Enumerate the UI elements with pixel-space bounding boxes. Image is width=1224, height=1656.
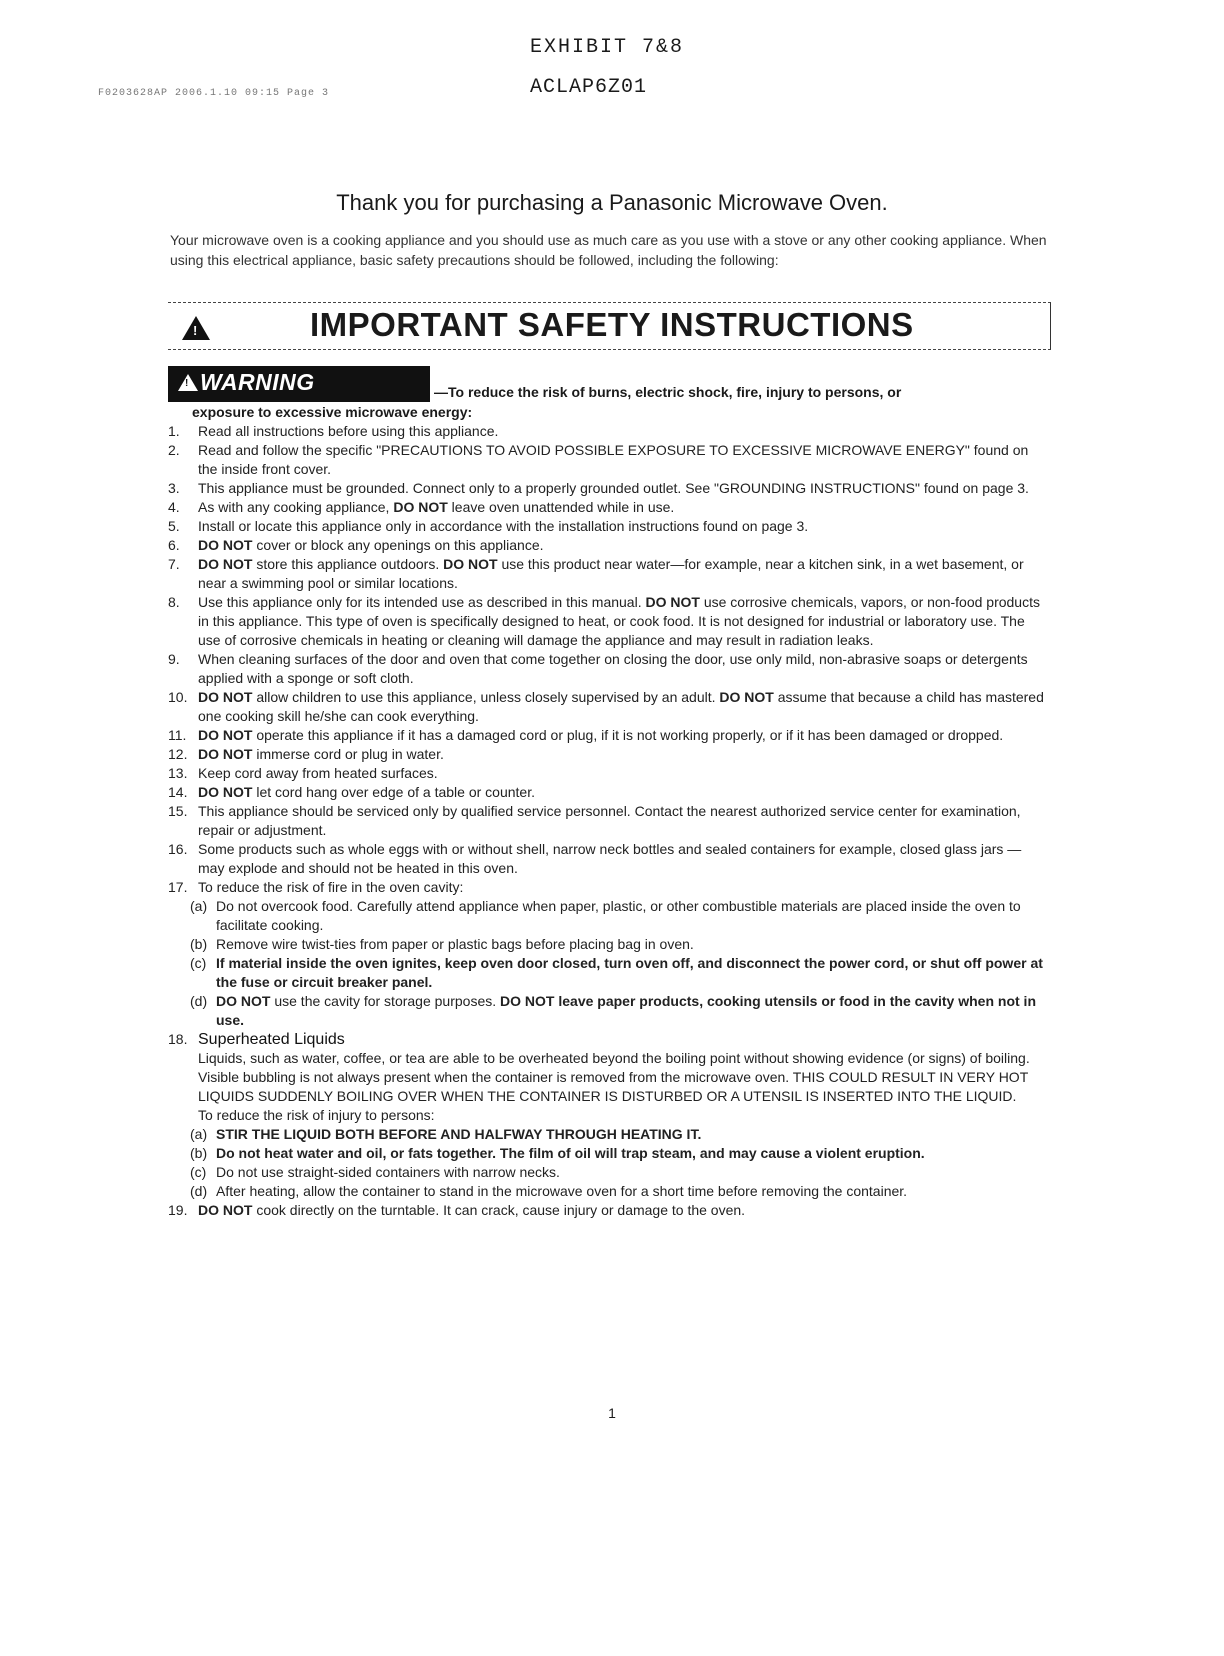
item-emphasis: DO NOT: [393, 499, 448, 515]
item-text: This appliance must be grounded. Connect only to a properly grounded outlet. See "GROUNDING INSTRUCTIONS" found on page 3.: [198, 480, 1029, 496]
list-item: [168, 745, 1048, 764]
item-emphasis: DO NOT: [443, 556, 498, 572]
item-text: Some products such as whole eggs with or without shell, narrow neck bottles and sealed containers for example, closed glass jars — may explode and should not be heated in this oven.: [198, 841, 1022, 876]
item-number: 8.: [168, 594, 180, 610]
warning-label: WARNING: [200, 369, 315, 395]
item-text: Install or locate this appliance only in accordance with the installation instructions found on page 3.: [198, 518, 809, 534]
section-heading: Superheated Liquids: [198, 1031, 345, 1048]
item-text: After heating, allow the container to stand in the microwave oven for a short time before removing the container.: [216, 1183, 908, 1199]
item-number: (d): [190, 1183, 208, 1199]
item-text: store this appliance outdoors.: [252, 556, 444, 572]
superheated-lead: To reduce the risk of injury to persons:: [198, 1107, 435, 1123]
item-number: (b): [190, 1145, 208, 1161]
page-number: 1: [608, 1405, 616, 1421]
safety-heading: IMPORTANT SAFETY INSTRUCTIONS: [310, 306, 914, 343]
item-text: As with any cooking appliance,: [198, 499, 394, 515]
item-number: 4.: [168, 499, 180, 515]
list-item-superheated-liquids: [168, 1030, 1048, 1125]
item-number: 14.: [168, 784, 188, 800]
item-text: use corrosive chemicals, vapors, or non-food products in this appliance. This type of oven is specifically designed to heat, or cook food. It is not designed for industrial or laboratory use. The use of corrosive chemicals in heating or cleaning will damage the appliance and may result in radiation leaks.: [198, 594, 1040, 648]
item-number: 3.: [168, 480, 180, 496]
sub-list-item: [190, 1125, 1048, 1144]
item-text: let cord hang over edge of a table or counter.: [252, 784, 535, 800]
sub-list-item: [190, 935, 1048, 954]
item-emphasis: If material inside the oven ignites, keep oven door closed, turn oven off, and disconnect the power cord, or shut off power at the fuse or circuit breaker panel.: [216, 955, 1043, 990]
item-emphasis: DO NOT: [198, 537, 253, 553]
item-emphasis: DO NOT: [198, 1202, 253, 1218]
item-number: 9.: [168, 651, 180, 667]
item-text: operate this appliance if it has a damaged cord or plug, if it is not working properly, or if it has been damaged or dropped.: [252, 727, 1004, 743]
item-number: (b): [190, 936, 208, 952]
item-text: immerse cord or plug in water.: [252, 746, 444, 762]
list-item: [168, 479, 1048, 498]
list-item: [168, 878, 1048, 897]
sub-list-item: [190, 1163, 1048, 1182]
item-number: (d): [190, 993, 208, 1009]
item-emphasis: Do not heat water and oil, or fats together. The film of oil will trap steam, and may cause a violent eruption.: [216, 1145, 925, 1161]
item-emphasis: DO NOT: [719, 689, 774, 705]
item-number: (a): [190, 1126, 208, 1142]
item-text: Read all instructions before using this appliance.: [198, 423, 499, 439]
warning-lead-text: —To reduce the risk of burns, electric shock, fire, injury to persons, or: [434, 384, 902, 400]
item-emphasis: DO NOT: [198, 727, 253, 743]
item-number: 10.: [168, 689, 188, 705]
item-text: Do not use straight-sided containers with narrow necks.: [216, 1164, 560, 1180]
item-emphasis: DO NOT: [198, 746, 253, 762]
list-item: [168, 783, 1048, 802]
list-item: [168, 802, 1048, 840]
list-item: [168, 764, 1048, 783]
item-emphasis: STIR THE LIQUID BOTH BEFORE AND HALFWAY THROUGH HEATING IT.: [216, 1126, 702, 1142]
item-text: When cleaning surfaces of the door and oven that come together on closing the door, use only mild, non-abrasive soaps or detergents applied with a sponge or soft cloth.: [198, 651, 1028, 686]
item-emphasis: DO NOT: [198, 784, 253, 800]
item-number: 2.: [168, 442, 180, 458]
sub-list-item: [190, 954, 1048, 992]
item-text: cook directly on the turntable. It can crack, cause injury or damage to the oven.: [252, 1202, 746, 1218]
item-text: use this product near water—for example, near a kitchen sink, in a wet basement, or near a swimming pool or similar locations.: [198, 556, 1024, 591]
list-item: [168, 650, 1048, 688]
list-item: [168, 536, 1048, 555]
safety-instruction-list: [168, 422, 1048, 1220]
sub-list-item: [190, 992, 1048, 1030]
list-item: [168, 688, 1048, 726]
item-number: 17.: [168, 879, 188, 895]
item-number: 15.: [168, 803, 188, 819]
superheated-body: Liquids, such as water, coffee, or tea are able to be overheated beyond the boiling point without showing evidence (or signs) of boiling. Visible bubbling is not always present when the container is removed from the microwave oven. THIS COULD RESULT IN VERY HOT LIQUIDS SUDDENLY BOILING OVER WHEN THE CONTAINER IS DISTURBED OR A UTENSIL IS INSERTED INTO THE LIQUID.: [198, 1050, 1030, 1104]
item-number: 7.: [168, 556, 180, 572]
list-item: [168, 1201, 1048, 1220]
sub-list-item: [190, 1144, 1048, 1163]
sub-list-item: [190, 897, 1048, 935]
list-item: [168, 593, 1048, 650]
item-emphasis: DO NOT: [198, 689, 253, 705]
item-text: Do not overcook food. Carefully attend appliance when paper, plastic, or other combustible materials are placed inside the oven to facilitate cooking.: [216, 898, 1021, 933]
list-item: [168, 441, 1048, 479]
item-number: 13.: [168, 765, 188, 781]
sub-list-item: [190, 1182, 1048, 1201]
list-item: [168, 840, 1048, 878]
item-text: To reduce the risk of fire in the oven cavity:: [198, 879, 464, 895]
item-number: 18.: [168, 1031, 188, 1047]
item-number: 1.: [168, 423, 180, 439]
item-number: 6.: [168, 537, 180, 553]
exclamation-icon: !: [185, 378, 189, 389]
warning-lead-continuation: exposure to excessive microwave energy:: [192, 404, 473, 420]
intro-paragraph: Your microwave oven is a cooking appliance and you should use as much care as you use with a stove or any other cooking appliance. When using this electrical appliance, basic safety precautions should be followed, including the following:: [170, 232, 1047, 268]
item-text: Keep cord away from heated surfaces.: [198, 765, 438, 781]
item-number: (c): [190, 955, 207, 971]
exhibit-label: EXHIBIT 7&8: [530, 36, 685, 59]
document-id: ACLAP6Z01: [530, 76, 648, 99]
item-number: 11.: [168, 727, 187, 743]
item-text: Read and follow the specific "PRECAUTIONS TO AVOID POSSIBLE EXPOSURE TO EXCESSIVE MICROWAVE ENERGY" found on the inside front cover.: [198, 442, 1029, 477]
list-item: [168, 498, 1048, 517]
item-text: Remove wire twist-ties from paper or plastic bags before placing bag in oven.: [216, 936, 694, 952]
item-text: assume that because a child has mastered one cooking skill he/she can cook everything.: [198, 689, 1044, 724]
item-text: use the cavity for storage purposes.: [270, 993, 501, 1009]
item-number: 5.: [168, 518, 180, 534]
item-number: (a): [190, 898, 208, 914]
item-number: 19.: [168, 1202, 188, 1218]
fax-header-line: F0203628AP 2006.1.10 09:15 Page 3: [98, 88, 330, 99]
item-text: allow children to use this appliance, unless closely supervised by an adult.: [252, 689, 720, 705]
item-number: 12.: [168, 746, 188, 762]
item-text: leave oven unattended while in use.: [447, 499, 675, 515]
item-emphasis: DO NOT leave paper products, cooking utensils or food in the cavity when not in use.: [216, 993, 1036, 1028]
item-emphasis: DO NOT: [645, 594, 700, 610]
list-item: [168, 555, 1048, 593]
list-item: [168, 726, 1048, 745]
item-emphasis: DO NOT: [198, 556, 253, 572]
item-text: cover or block any openings on this appliance.: [252, 537, 544, 553]
item-number: 16.: [168, 841, 188, 857]
item-number: (c): [190, 1164, 207, 1180]
item-text: This appliance should be serviced only by qualified service personnel. Contact the nearest authorized service center for examination, repair or adjustment.: [198, 803, 1021, 838]
list-item: [168, 422, 1048, 441]
list-item: [168, 517, 1048, 536]
item-emphasis: DO NOT: [216, 993, 271, 1009]
item-text: Use this appliance only for its intended use as described in this manual.: [198, 594, 646, 610]
page-title: Thank you for purchasing a Panasonic Microwave Oven.: [336, 190, 888, 215]
exclamation-icon: !: [193, 323, 198, 338]
